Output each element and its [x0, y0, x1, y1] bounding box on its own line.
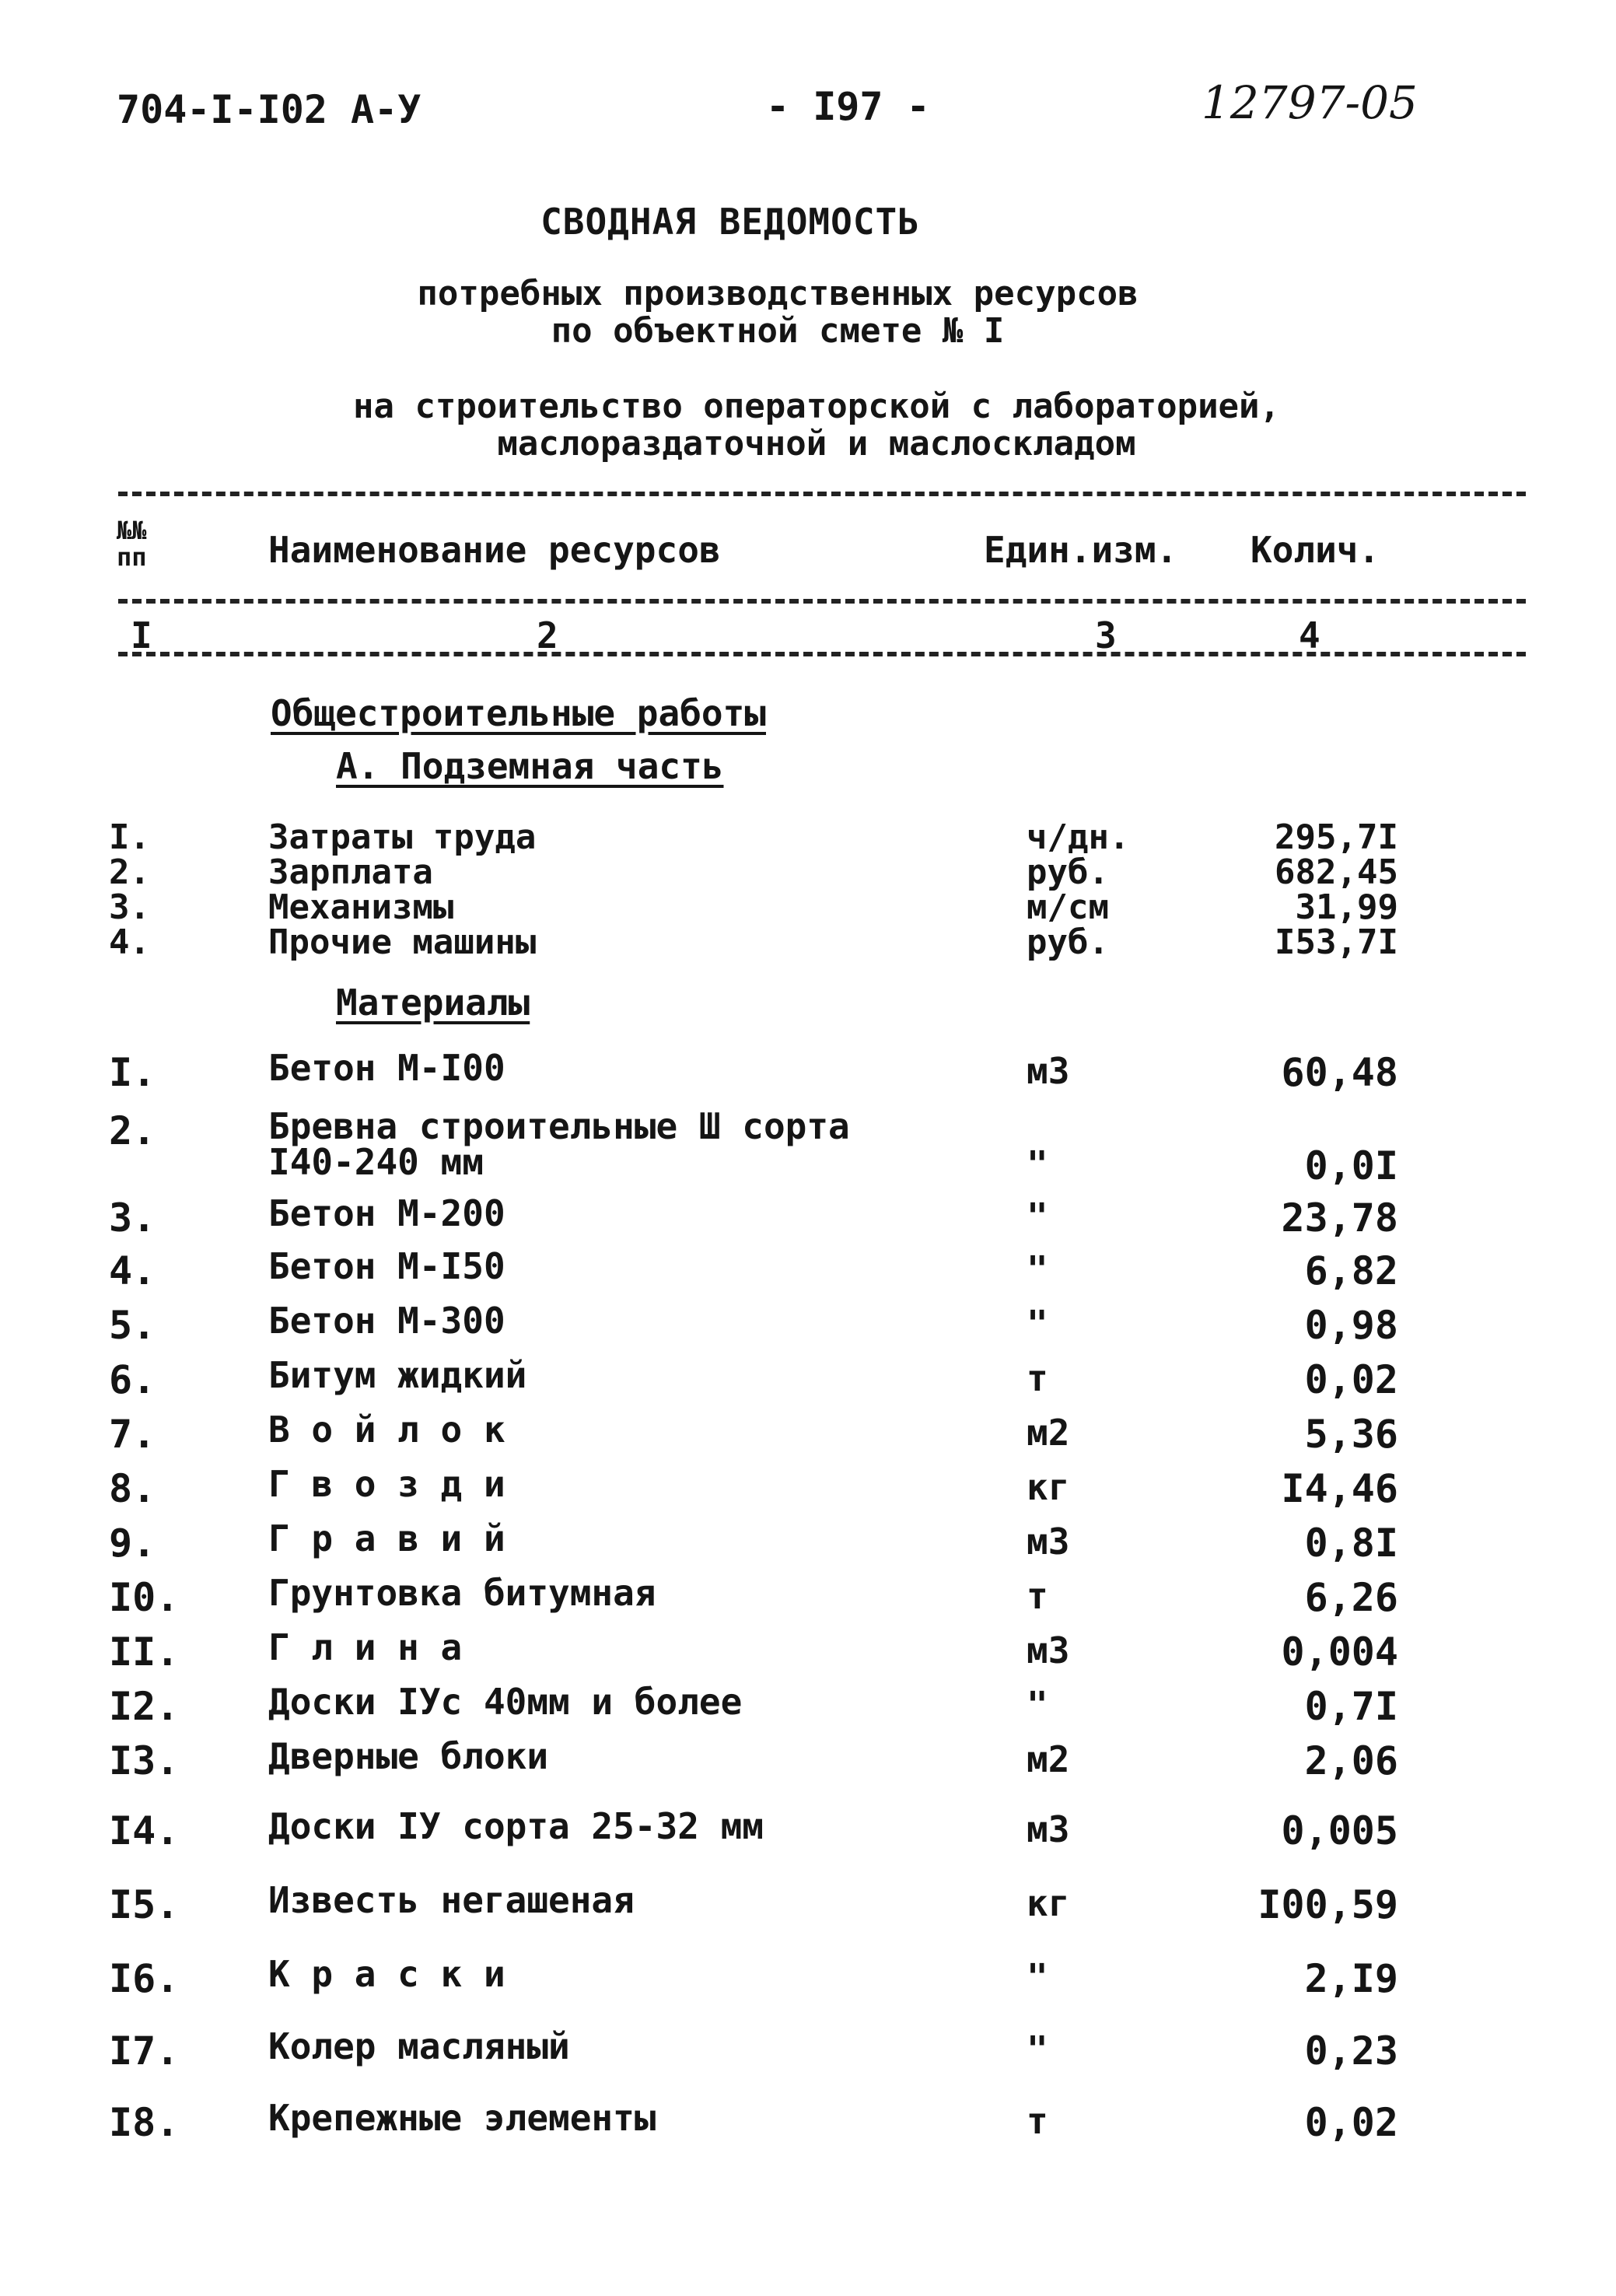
row-number: 4. — [109, 922, 150, 962]
resource-name: Затраты труда — [268, 817, 537, 857]
quantity-value: 0,02 — [1304, 1357, 1398, 1402]
quantity-value: 0,005 — [1281, 1808, 1398, 1853]
row-number: I2. — [109, 1684, 180, 1729]
page-number: - I97 - — [766, 84, 930, 129]
column-number-3: 3 — [1095, 614, 1117, 656]
quantity-value: 2,06 — [1304, 1738, 1398, 1783]
unit-value: т — [1027, 1575, 1048, 1617]
resource-name: Доски IУс 40мм и более — [268, 1681, 743, 1723]
row-number: 8. — [109, 1466, 156, 1511]
document-title: СВОДНАЯ ВЕДОМОСТЬ — [540, 201, 920, 243]
unit-value: " — [1027, 1956, 1048, 1998]
quantity-value: I53,7I — [1275, 922, 1398, 962]
resource-name: Битум жидкий — [268, 1354, 527, 1396]
quantity-value: 0,8I — [1304, 1521, 1398, 1566]
column-number-2: 2 — [537, 614, 558, 656]
resource-name: Дверные блоки — [268, 1735, 549, 1777]
resource-name: Прочие машины — [268, 922, 537, 962]
unit-value: " — [1027, 2028, 1048, 2070]
unit-value: т — [1027, 1357, 1048, 1399]
row-number: 9. — [109, 1521, 156, 1566]
unit-value: м3 — [1027, 1050, 1070, 1092]
row-number: I7. — [109, 2028, 180, 2074]
resource-name: Колер масляный — [268, 2025, 570, 2067]
quantity-value: 0,004 — [1281, 1629, 1398, 1675]
subtitle-line-3: на строительство операторской с лабораторией, — [352, 387, 1281, 426]
quantity-value: 6,82 — [1304, 1248, 1398, 1293]
resource-name: Бетон М-200 — [268, 1192, 505, 1234]
row-number: 7. — [109, 1412, 156, 1457]
resource-name: В о й л о к — [268, 1409, 505, 1451]
unit-value: " — [1027, 1303, 1048, 1345]
resource-name: Грунтовка битумная — [268, 1572, 656, 1614]
document-code: 704-I-I02 А-У — [117, 87, 421, 132]
quantity-value: I4,46 — [1281, 1466, 1398, 1511]
unit-value: " — [1027, 1248, 1048, 1290]
column-header-num: №№ пп — [117, 516, 147, 572]
quantity-value: 295,7I — [1275, 817, 1398, 857]
column-number-4: 4 — [1299, 614, 1320, 656]
materials-title: Материалы — [336, 982, 530, 1024]
table-top-rule — [118, 492, 1526, 496]
unit-value: " — [1027, 1684, 1048, 1726]
resource-name: Крепежные элементы — [268, 2097, 656, 2139]
quantity-value: 0,7I — [1304, 1684, 1398, 1729]
unit-value: м2 — [1027, 1738, 1070, 1780]
row-number: I. — [109, 1050, 156, 1095]
quantity-value: 60,48 — [1281, 1050, 1398, 1095]
row-number: 5. — [109, 1303, 156, 1348]
quantity-value: 0,23 — [1304, 2028, 1398, 2074]
column-header-qty: Колич. — [1250, 529, 1380, 571]
quantity-value: I00,59 — [1257, 1882, 1398, 1927]
subtitle-line-4: маслораздаточной и маслоскладом — [497, 424, 1136, 464]
row-number: I8. — [109, 2100, 180, 2145]
resource-name: Известь негашеная — [268, 1879, 635, 1921]
unit-value: кг — [1027, 1466, 1070, 1508]
row-number: 6. — [109, 1357, 156, 1402]
row-number: I3. — [109, 1738, 180, 1783]
unit-value: м3 — [1027, 1808, 1070, 1850]
subsection-title: А. Подземная часть — [336, 745, 724, 787]
quantity-value: 5,36 — [1304, 1412, 1398, 1457]
column-header-name: Наименование ресурсов — [268, 529, 721, 571]
unit-value: м3 — [1027, 1521, 1070, 1563]
quantity-value: 6,26 — [1304, 1575, 1398, 1620]
unit-value: " — [1027, 1195, 1048, 1237]
unit-value: кг — [1027, 1882, 1070, 1924]
unit-value: т — [1027, 2100, 1048, 2142]
column-header-rule — [118, 599, 1526, 604]
row-number: I5. — [109, 1882, 180, 1927]
sheet-code: 12797-05 — [1202, 76, 1418, 129]
section-title: Общестроительные работы — [271, 692, 766, 734]
unit-value: м2 — [1027, 1412, 1070, 1454]
unit-value: руб. — [1027, 922, 1109, 962]
resource-name: Доски IУ сорта 25-32 мм — [268, 1805, 764, 1847]
row-number: 4. — [109, 1248, 156, 1293]
row-number: 3. — [109, 1195, 156, 1241]
quantity-value: 31,99 — [1295, 887, 1398, 927]
quantity-value: 0,98 — [1304, 1303, 1398, 1348]
column-header-unit: Един.изм. — [984, 529, 1178, 571]
quantity-value: 682,45 — [1275, 852, 1398, 892]
resource-name: Бетон М-300 — [268, 1300, 505, 1342]
row-number: I0. — [109, 1575, 180, 1620]
resource-name: Г л и н а — [268, 1626, 463, 1668]
row-number: 2. — [109, 1108, 156, 1153]
resource-name: Г в о з д и — [268, 1463, 505, 1505]
resource-name: Зарплата — [268, 852, 433, 892]
row-number: II. — [109, 1629, 180, 1675]
quantity-value: 0,02 — [1304, 2100, 1398, 2145]
quantity-value: 2,I9 — [1304, 1956, 1398, 2001]
row-number: 2. — [109, 852, 150, 892]
resource-name: Механизмы — [268, 887, 454, 927]
row-number: I6. — [109, 1956, 180, 2001]
unit-value: " — [1027, 1143, 1048, 1185]
resource-name: Бетон М-I50 — [268, 1245, 505, 1287]
row-number: 3. — [109, 887, 150, 927]
unit-value: м/см — [1027, 887, 1109, 927]
quantity-value: 23,78 — [1281, 1195, 1398, 1241]
subtitle-line-1: потребных производственных ресурсов — [417, 274, 1139, 313]
column-number-1: I — [131, 614, 152, 656]
row-number: I4. — [109, 1808, 180, 1853]
resource-name: Бревна строительные Ш сорта I40-240 мм — [268, 1105, 850, 1183]
resource-name: Г р а в и й — [268, 1517, 505, 1559]
subtitle-line-2: по объектной смете № I — [551, 311, 1005, 351]
unit-value: ч/дн. — [1027, 817, 1130, 857]
column-number-rule — [118, 652, 1526, 656]
resource-name: Бетон М-I00 — [268, 1047, 505, 1089]
resource-name: К р а с к и — [268, 1953, 505, 1995]
unit-value: руб. — [1027, 852, 1109, 892]
unit-value: м3 — [1027, 1629, 1070, 1671]
row-number: I. — [109, 817, 150, 857]
quantity-value: 0,0I — [1304, 1143, 1398, 1188]
